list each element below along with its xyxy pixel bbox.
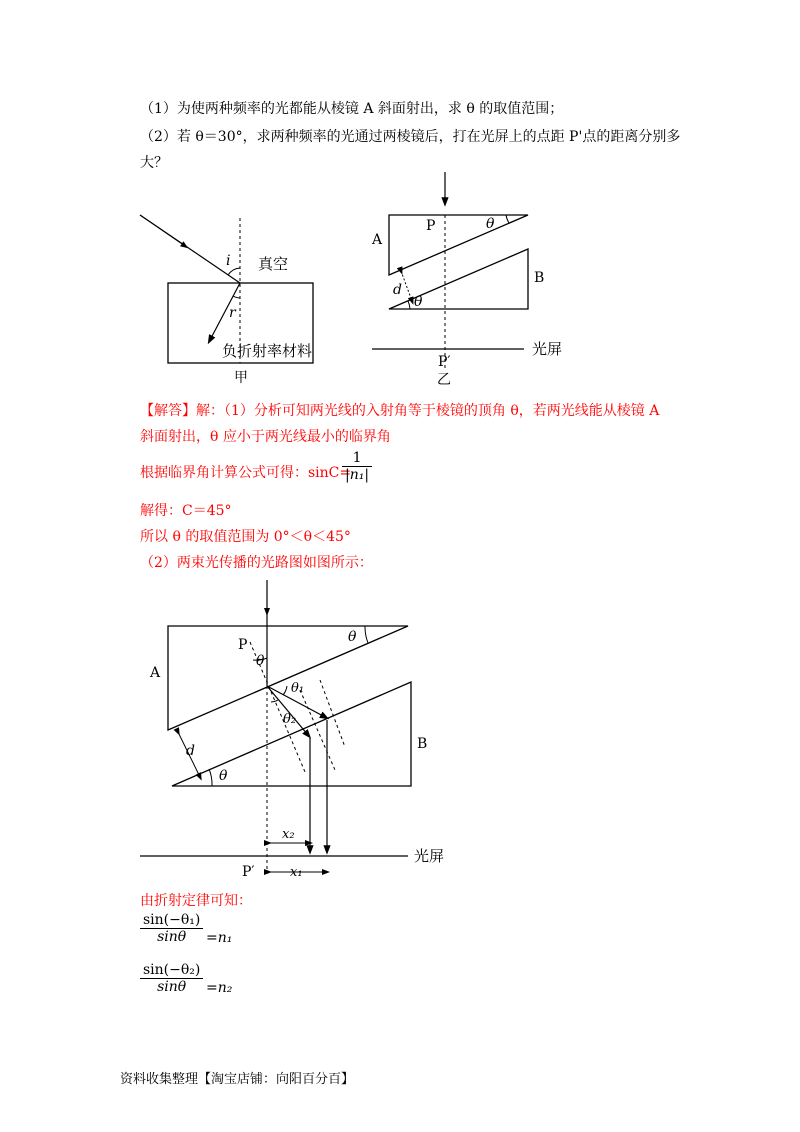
label-theta1-2: θ₁ bbox=[291, 681, 305, 696]
figure-yi bbox=[371, 172, 562, 388]
label-r: r bbox=[229, 305, 236, 321]
label-x2-2: x₂ bbox=[282, 827, 295, 842]
label-theta-p-2: θ bbox=[256, 653, 265, 669]
answer-line-6: （2）两束光传播的光路图如图所示： bbox=[140, 555, 373, 571]
label-theta2-2: θ₂ bbox=[283, 712, 297, 727]
fraction-numerator: 1 bbox=[352, 450, 362, 466]
label-theta-top-yi: θ bbox=[486, 216, 495, 232]
normal-dashed-b1 bbox=[300, 690, 335, 770]
label-theta-bottom-2: θ bbox=[219, 768, 228, 784]
question-2-line2: 大？ bbox=[140, 155, 168, 171]
theta1-arc bbox=[283, 686, 287, 695]
prism-b bbox=[389, 249, 528, 309]
label-theta-bottom-yi: θ bbox=[414, 294, 423, 310]
label-p-prime-2: P′ bbox=[242, 864, 255, 880]
label-material: 负折射率材料 bbox=[222, 342, 313, 360]
equation-2-fraction bbox=[140, 962, 203, 995]
figure-jia bbox=[140, 215, 313, 386]
question-1: （1）为使两种频率的光都能从棱镜 A 斜面射出，求 θ 的取值范围； bbox=[140, 101, 564, 117]
label-b-yi: B bbox=[534, 270, 545, 286]
answer-line-7: 由折射定律可知： bbox=[140, 893, 252, 909]
prism-a bbox=[389, 215, 528, 275]
answer-line-4: 解得：C＝45° bbox=[140, 503, 232, 519]
theta-arc-bottom bbox=[408, 301, 410, 309]
label-b-2: B bbox=[417, 736, 428, 752]
label-d-yi: d bbox=[393, 282, 402, 298]
answer-line-1-text: 解：（1）分析可知两光线的入射角等于棱镜的顶角 θ，若两光线能从棱镜 A bbox=[196, 403, 660, 419]
label-p-prime-yi: P′ bbox=[438, 354, 451, 370]
question-2-line1: （2）若 θ＝30°，求两种频率的光通过两棱镜后，打在光屏上的点距 P'点的距离分别多 bbox=[140, 129, 681, 145]
critical-angle-fraction bbox=[342, 450, 372, 483]
angle-i-arc bbox=[228, 268, 240, 275]
theta-arc-top bbox=[506, 215, 509, 223]
equation-1-rhs: =n₁ bbox=[206, 930, 233, 946]
equation-1-fraction bbox=[140, 912, 203, 945]
label-a-yi: A bbox=[372, 232, 383, 248]
eq1-numerator: sin(−θ₁) bbox=[143, 912, 201, 928]
footer-text: 资料收集整理【淘宝店铺：向阳百分百】 bbox=[120, 1072, 355, 1087]
answer-line-5: 所以 θ 的取值范围为 0°＜θ＜45° bbox=[140, 529, 351, 545]
caption-jia: 甲 bbox=[234, 370, 248, 386]
label-i: i bbox=[226, 253, 231, 269]
fraction-denominator: |n₁| bbox=[345, 467, 370, 483]
theta-arc-top-2 bbox=[365, 626, 368, 643]
normal-dashed-b2 bbox=[320, 680, 345, 747]
label-p-yi: P bbox=[426, 218, 436, 234]
answer-line-3: 根据临界角计算公式可得：sinC= bbox=[140, 465, 352, 481]
eq1-denominator: sinθ bbox=[157, 929, 187, 945]
eq2-numerator: sin(−θ₂) bbox=[143, 962, 201, 978]
label-screen-2: 光屏 bbox=[414, 847, 445, 865]
figure-jia-yi bbox=[0, 170, 800, 390]
angle-r-arc bbox=[233, 296, 240, 298]
label-theta-top-2: θ bbox=[348, 629, 357, 645]
eq2-denominator: sinθ bbox=[157, 979, 187, 995]
theta2-arc bbox=[271, 700, 278, 702]
caption-yi: 乙 bbox=[437, 372, 451, 388]
label-vacuum: 真空 bbox=[258, 255, 289, 273]
theta-arc-bottom-2 bbox=[209, 769, 212, 786]
answer-line-2: 斜面射出，θ 应小于两光线最小的临界角 bbox=[140, 429, 391, 445]
label-d-2: d bbox=[186, 743, 195, 759]
prism-b-2 bbox=[172, 682, 411, 786]
answer-tag: 【解答】 bbox=[140, 403, 196, 419]
answer-line-1 bbox=[140, 400, 659, 420]
label-a-2: A bbox=[150, 665, 161, 681]
label-x1-2: x₁ bbox=[290, 865, 303, 880]
incident-arrow bbox=[140, 215, 185, 246]
label-p-2: P bbox=[238, 637, 248, 653]
d-arrow-yi bbox=[401, 271, 412, 301]
equation-2-rhs: =n₂ bbox=[206, 980, 233, 996]
label-screen-yi: 光屏 bbox=[532, 340, 563, 358]
figure-light-path bbox=[0, 572, 800, 882]
